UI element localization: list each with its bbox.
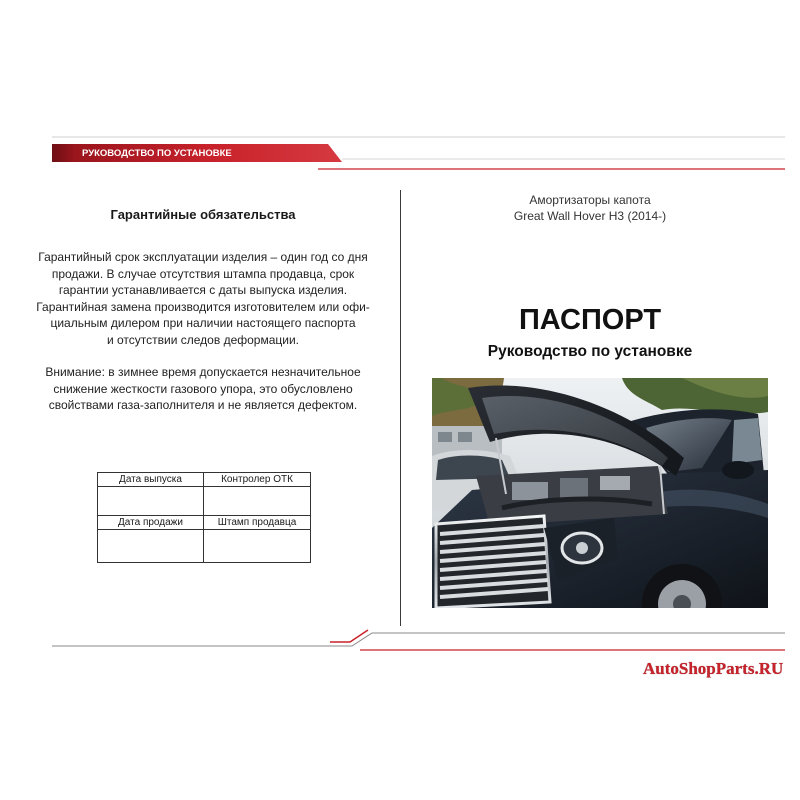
warranty-line: циальным дилером при наличии настоящего паспорта <box>50 316 356 330</box>
header-banner-label: РУКОВОДСТВО ПО УСТАНОВКЕ <box>82 148 232 159</box>
autoshopparts-logo: AutoShopParts.RU <box>643 659 784 678</box>
table-row <box>98 473 311 487</box>
document-title: ПАСПОРТ <box>518 304 662 336</box>
notice-line: свойствами газа-заполнителя и не является дефектом. <box>48 398 358 412</box>
certification-table <box>97 472 311 563</box>
qc-inspector-cell <box>204 487 311 516</box>
seller-stamp-label: Штамп продавца <box>204 516 311 530</box>
table-row <box>98 487 311 516</box>
table-row <box>98 530 311 563</box>
product-model: Great Wall Hover H3 (2014-) <box>513 209 667 223</box>
footer-gray-rule <box>52 633 785 646</box>
seller-stamp-cell <box>204 530 311 563</box>
table-row <box>98 516 311 530</box>
notice-line: Внимание: в зимнее время допускается незначительное <box>45 365 361 379</box>
sale-date-label: Дата продажи <box>98 516 204 530</box>
footer-red-rule <box>330 630 368 642</box>
warranty-line: продажи. В случае отсутствия штампа продавца, срок <box>51 266 355 281</box>
document-subtitle: Руководство по установке <box>487 343 693 360</box>
qc-inspector-label: Контролер ОТК <box>204 473 311 487</box>
grille <box>436 516 550 608</box>
warranty-line: Гарантийный срок эксплуатации изделия – один год со дня <box>38 250 368 264</box>
bottom-decoration <box>0 620 800 660</box>
notice-line: снижение жесткости газового упора, это обусловлено <box>53 381 353 396</box>
warranty-paragraph <box>0 249 406 348</box>
warranty-line: и отсутствии следов деформации. <box>106 332 299 347</box>
product-name: Амортизаторы капота <box>529 193 651 207</box>
side-mirror <box>722 461 754 479</box>
winter-notice <box>0 364 406 414</box>
sale-date-cell <box>98 530 204 563</box>
car-photo <box>432 378 768 608</box>
release-date-cell <box>98 487 204 516</box>
warranty-line: гарантии устанавливается с даты выпуска изделия. <box>58 283 348 297</box>
warranty-line: Гарантийная замена производится изготовителем или офи- <box>36 299 370 314</box>
release-date-label: Дата выпуска <box>98 473 204 487</box>
warranty-title: Гарантийные обязательства <box>110 207 296 222</box>
